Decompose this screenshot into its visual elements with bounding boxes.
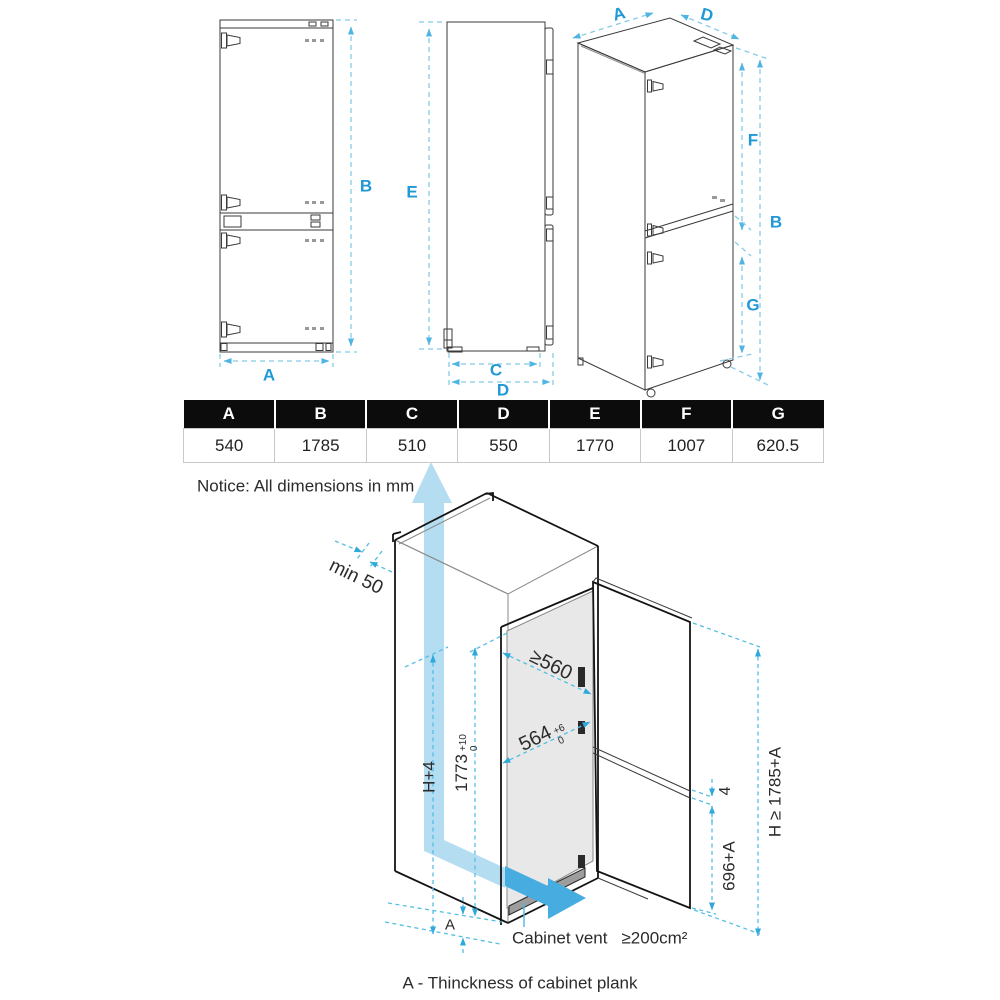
table-value-cell: 1007	[641, 429, 732, 463]
niche-height-value: 1773	[452, 754, 471, 792]
vent-label: Cabinet vent	[512, 928, 608, 948]
table-value-cell: 620.5	[732, 429, 823, 463]
niche-depth-label: ≥560	[526, 645, 576, 685]
persp-depth-label: D	[698, 4, 716, 26]
vent-area-value: ≥200cm²	[621, 928, 688, 948]
table-header-cell: E	[549, 400, 640, 429]
persp-door-divider	[645, 204, 733, 238]
installation-drawing	[335, 462, 760, 953]
front-top-fittings	[309, 22, 328, 26]
persp-feet	[578, 358, 731, 397]
front-right-marks	[305, 39, 324, 330]
side-height-label: E	[406, 182, 418, 202]
cabinet-vent-note	[512, 930, 687, 947]
front-hinges	[222, 33, 241, 337]
table-row	[184, 429, 824, 463]
lower-door-height-label: 696+A	[719, 841, 739, 891]
cabinet-height-label: H+4	[419, 761, 439, 793]
tolerance-plus: +10	[458, 734, 469, 752]
table-value-cell: 540	[184, 429, 275, 463]
table-header-cell: A	[184, 400, 275, 429]
table-header-cell: G	[732, 400, 823, 429]
front-feet	[221, 344, 331, 351]
tolerance-plus: +6	[551, 722, 567, 738]
overall-height-label: H ≥ 1785+A	[765, 746, 785, 838]
front-dimension-lines	[220, 20, 357, 367]
rear-clearance-label: min 50	[325, 555, 387, 599]
tolerance-minus: 0	[556, 734, 567, 747]
persp-hinges	[648, 80, 664, 368]
persp-upper-height-label: F	[747, 130, 759, 150]
side-feet	[444, 329, 539, 352]
persp-lower-height-label: G	[746, 295, 760, 315]
open-door	[593, 578, 692, 908]
notice-text: Notice: All dimensions in mm	[197, 476, 415, 496]
airflow-arrow-up	[412, 462, 505, 888]
table-value-cell: 510	[366, 429, 457, 463]
dimensions-table-header	[184, 400, 824, 429]
persp-height-label: B	[769, 212, 783, 232]
table-header-cell: F	[641, 400, 732, 429]
niche-width-value: 564	[515, 721, 556, 756]
table-value-cell: 550	[458, 429, 549, 463]
fridge-left-face	[578, 43, 645, 390]
niche-height-tolerance	[459, 734, 480, 751]
persp-marks	[712, 196, 725, 202]
side-total-depth-label: D	[496, 380, 510, 400]
front-height-label: B	[359, 176, 373, 196]
table-value-cell: 1785	[275, 429, 366, 463]
tolerance-minus: 0	[468, 745, 480, 752]
front-width-label: A	[262, 365, 276, 385]
fridge-front-body	[220, 20, 333, 352]
side-dimension-lines	[419, 22, 553, 386]
fridge-side-body	[447, 22, 545, 351]
perspective-view-drawing	[573, 13, 768, 397]
table-header-cell: C	[366, 400, 457, 429]
niche-height-dimension	[453, 734, 481, 792]
fridge-top-face	[578, 18, 733, 72]
table-header-cell: B	[275, 400, 366, 429]
caption-text: A - Thinckness of cabinet plank	[402, 973, 638, 993]
plank-thickness-label: A	[444, 916, 456, 934]
side-view-drawing	[419, 22, 553, 386]
front-divider-fittings	[224, 215, 320, 227]
side-door	[545, 28, 553, 345]
persp-dimension-lines	[573, 13, 768, 385]
persp-width-label: A	[610, 3, 628, 25]
table-value-cell: 1770	[549, 429, 640, 463]
side-body-depth-label: C	[489, 360, 503, 380]
table-header-cell: D	[458, 400, 549, 429]
dimensions-table-body	[184, 429, 824, 463]
dimensions-table	[183, 400, 824, 463]
door-gap-label: 4	[717, 786, 734, 796]
front-view-drawing	[220, 20, 357, 367]
